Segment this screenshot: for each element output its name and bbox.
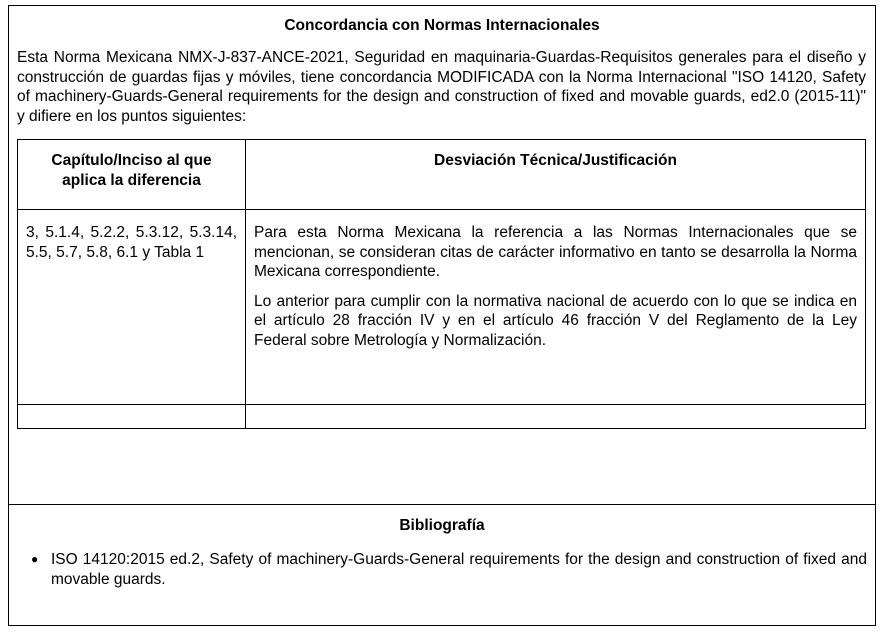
bibliography-section: [8, 505, 876, 626]
concordance-section: [8, 5, 876, 505]
justification-paragraph: Para esta Norma Mexicana la referencia a las Normas Internacionales que se mencionan, se consideran citas de carácter informativo en tanto se desarrolla la Norma Mexicana correspondiente.: [254, 224, 857, 280]
concordance-title: Concordancia con Normas Internacionales: [284, 17, 600, 34]
clauses-cell: [18, 210, 246, 405]
table-header-row: [18, 140, 866, 210]
header-clauses: [18, 140, 246, 210]
empty-cell: [18, 405, 246, 429]
clauses-text: 3, 5.1.4, 5.2.2, 5.3.12, 5.3.14, 5.5, 5.7, 5.8, 6.1 y Tabla 1: [26, 224, 237, 261]
header-justification-label: Desviación Técnica/Justificación: [434, 152, 677, 169]
header-justification: [246, 140, 866, 210]
table-empty-row: [18, 405, 866, 429]
justification-paragraph: Lo anterior para cumplir con la normativa nacional de acuerdo con lo que se indica en el artículo 28 fracción IV y en el artículo 46 fracción V del Reglamento de la Ley Federal sobre Metrología y Normalización.: [254, 292, 857, 349]
justification-text: [246, 210, 865, 350]
bullet-icon: ●: [31, 552, 39, 566]
bibliography-entry: ISO 14120:2015 ed.2, Safety of machinery-Guards-General requirements for the design and construction of fixed and movable guards.: [51, 551, 867, 588]
empty-cell: [246, 405, 866, 429]
table-row: [18, 210, 866, 405]
bibliography-title: Bibliografía: [399, 517, 485, 534]
concordance-intro: Esta Norma Mexicana NMX-J-837-ANCE-2021, Seguridad en maquinaria-Guardas-Requisitos generales para el diseño y construcción de guardas fijas y móviles, tiene concordancia MODIFICADA con la Norma Internacional "ISO 14120, Safety of machinery-Guards-General requirements for the design and construction of fixed and movable guards, ed2.0 (2015-11)" y difiere en los puntos siguientes:: [17, 49, 866, 125]
list-item: [17, 549, 867, 590]
bibliography-list: [17, 549, 867, 590]
deviation-table: [17, 139, 866, 429]
header-clauses-label: Capítulo/Inciso al que aplica la diferencia: [51, 152, 212, 189]
justification-cell: [246, 210, 866, 405]
